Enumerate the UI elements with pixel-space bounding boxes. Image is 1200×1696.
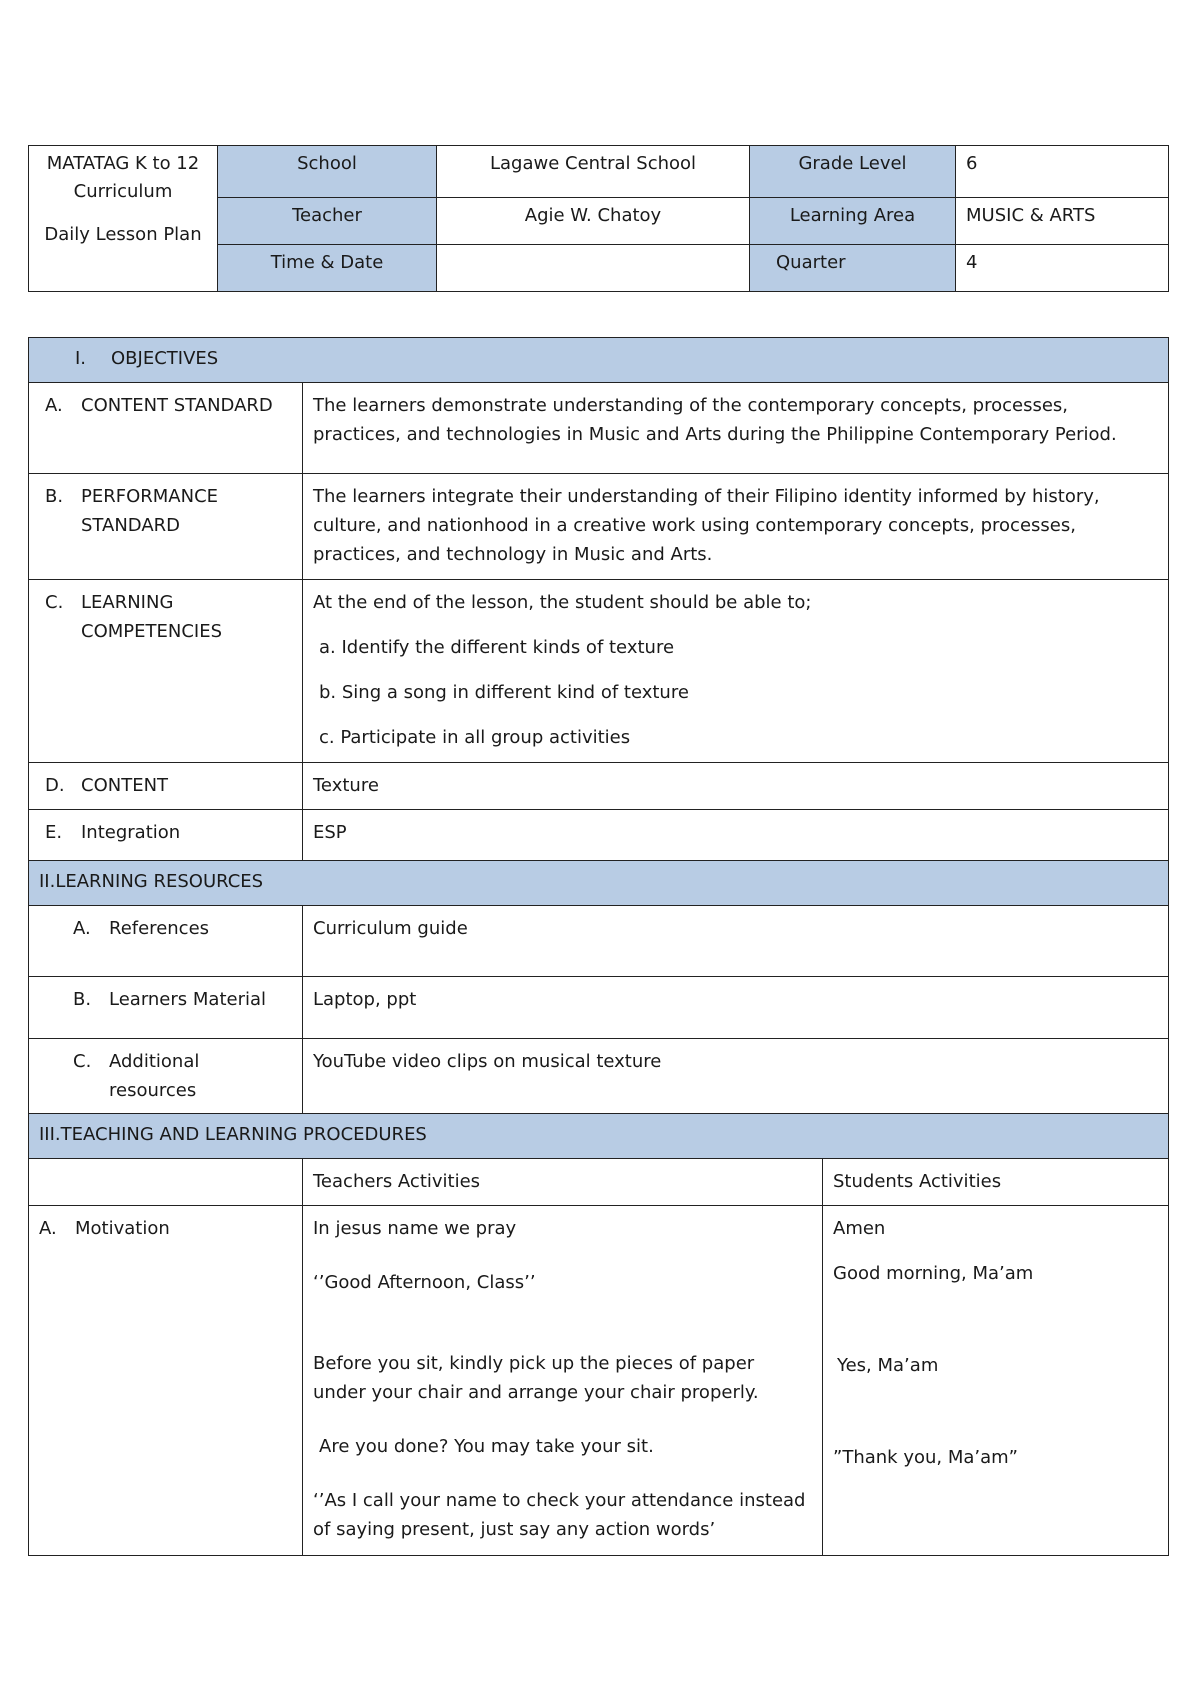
motivation-teacher-cell — [303, 1206, 823, 1556]
additional-num: C. — [73, 1051, 92, 1072]
teacher-line: ‘’Good Afternoon, Class’’ — [313, 1272, 536, 1293]
time-label: Time & Date — [218, 245, 437, 292]
teacher-line: Before you sit, kindly pick up the pieces of paper under your chair and arrange your chair properly. — [313, 1353, 759, 1403]
teacher-line: In jesus name we pray — [313, 1218, 517, 1239]
area-label: Learning Area — [750, 198, 956, 245]
competency-item: a. Identify the different kinds of texture — [319, 637, 675, 658]
performance-standard-num: B. — [45, 486, 64, 507]
curriculum-cell — [29, 146, 218, 292]
content-standard-text: The learners demonstrate understanding of the contemporary concepts, processes, practices, and technologies in Music and Arts during the Philippine Contemporary Period. — [303, 383, 1169, 474]
resources-section-header: II.LEARNING RESOURCES — [29, 861, 1169, 906]
objectives-section-header — [29, 338, 1169, 383]
student-line: Yes, Ma’am — [837, 1355, 939, 1376]
grade-label: Grade Level — [750, 146, 956, 198]
school-label: School — [218, 146, 437, 198]
integration-text: ESP — [303, 810, 1169, 861]
materials-text: Laptop, ppt — [303, 977, 1169, 1039]
integration-label: Integration — [81, 822, 181, 843]
motivation-label: Motivation — [75, 1218, 170, 1239]
student-line: ”Thank you, Ma’am” — [833, 1447, 1019, 1468]
motivation-label-cell — [29, 1206, 303, 1556]
performance-standard-label-cell — [29, 474, 303, 580]
additional-text: YouTube video clips on musical texture — [303, 1039, 1169, 1114]
grade-value: 6 — [956, 146, 1169, 198]
procedures-section-header: III.TEACHING AND LEARNING PROCEDURES — [29, 1114, 1169, 1159]
curriculum-line3: Daily Lesson Plan — [44, 224, 202, 245]
teachers-activities-header: Teachers Activities — [303, 1159, 823, 1206]
content-standard-label-cell — [29, 383, 303, 474]
competencies-num: C. — [45, 592, 64, 613]
materials-num: B. — [73, 989, 92, 1010]
lesson-plan-table — [28, 337, 1169, 1556]
curriculum-line2: Curriculum — [73, 181, 173, 202]
content-label: CONTENT — [81, 775, 169, 796]
school-value: Lagawe Central School — [437, 146, 750, 198]
references-text: Curriculum guide — [303, 906, 1169, 977]
content-label-cell — [29, 763, 303, 810]
objectives-num: I. — [75, 348, 87, 369]
objectives-title: OBJECTIVES — [111, 348, 219, 369]
teacher-value: Agie W. Chatoy — [437, 198, 750, 245]
content-num: D. — [45, 775, 65, 796]
students-activities-header: Students Activities — [823, 1159, 1169, 1206]
competencies-intro: At the end of the lesson, the student should be able to; — [313, 592, 812, 613]
student-line: Good morning, Ma’am — [833, 1263, 1034, 1284]
student-line: Amen — [833, 1218, 886, 1239]
competency-item: b. Sing a song in different kind of texture — [319, 682, 689, 703]
performance-standard-label: PERFORMANCE STANDARD — [81, 486, 219, 536]
integration-num: E. — [45, 822, 63, 843]
content-text: Texture — [303, 763, 1169, 810]
time-value — [437, 245, 750, 292]
materials-label-cell — [29, 977, 303, 1039]
references-label: References — [109, 918, 210, 939]
motivation-num: A. — [39, 1218, 57, 1239]
additional-label: Additional resources — [109, 1051, 200, 1101]
references-num: A. — [73, 918, 91, 939]
quarter-label: Quarter — [750, 245, 956, 292]
teacher-label: Teacher — [218, 198, 437, 245]
integration-label-cell — [29, 810, 303, 861]
content-standard-num: A. — [45, 395, 63, 416]
header-table — [28, 145, 1169, 292]
motivation-student-cell — [823, 1206, 1169, 1556]
quarter-value: 4 — [956, 245, 1169, 292]
area-value: MUSIC & ARTS — [956, 198, 1169, 245]
procedures-blank-cell — [29, 1159, 303, 1206]
teacher-line: Are you done? You may take your sit. — [319, 1436, 654, 1457]
competencies-label-cell — [29, 580, 303, 763]
competencies-label: LEARNING COMPETENCIES — [81, 592, 223, 642]
teacher-line: ‘’As I call your name to check your attendance instead of saying present, just say any action words’ — [313, 1490, 806, 1540]
competency-item: c. Participate in all group activities — [319, 727, 631, 748]
curriculum-line1: MATATAG K to 12 — [46, 153, 200, 174]
additional-label-cell — [29, 1039, 303, 1114]
competencies-cell — [303, 580, 1169, 763]
materials-label: Learners Material — [109, 989, 267, 1010]
performance-standard-text: The learners integrate their understanding of their Filipino identity informed by history, culture, and nationhood in a creative work using contemporary concepts, processes, practices, and technology in Music and Arts. — [303, 474, 1169, 580]
references-label-cell — [29, 906, 303, 977]
content-standard-label: CONTENT STANDARD — [81, 395, 273, 416]
